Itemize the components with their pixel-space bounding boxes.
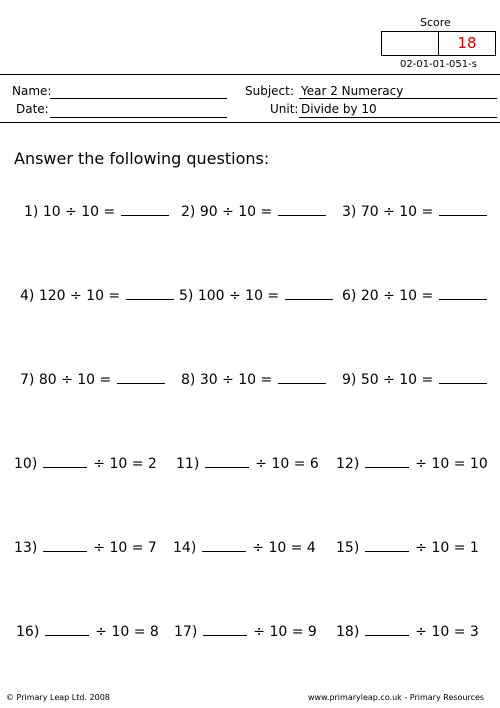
answer-blank[interactable] [126,286,174,300]
sheet-code: 02-01-01-051-s [400,59,477,70]
answer-blank[interactable] [117,370,165,384]
question-text: 1) 10 ÷ 10 = [24,204,116,220]
footer-copyright: © Primary Leap Ltd. 2008 [6,693,110,702]
question-text: ÷ 10 = 6 [255,456,319,472]
subject-label: Subject: [245,84,294,98]
answer-blank[interactable] [439,370,487,384]
question-number: 11) [176,456,200,472]
question-6 [342,286,487,304]
question-3 [342,202,487,220]
question-text: 8) 30 ÷ 10 = [181,372,273,388]
answer-blank[interactable] [205,454,249,468]
question-text: ÷ 10 = 4 [252,540,316,556]
answer-blank[interactable] [121,202,169,216]
question-number: 18) [336,624,360,640]
question-text: 7) 80 ÷ 10 = [20,372,112,388]
answer-blank[interactable] [439,286,487,300]
header-divider-top [0,74,500,75]
footer-website: www.primaryleap.co.uk - Primary Resources [308,693,485,702]
answer-blank[interactable] [365,454,409,468]
date-field[interactable] [50,117,227,118]
question-text: 2) 90 ÷ 10 = [181,204,273,220]
answer-blank[interactable] [365,538,409,552]
question-13 [14,538,157,556]
question-16 [16,622,159,640]
question-7 [20,370,165,388]
question-number: 10) [14,456,38,472]
answer-blank[interactable] [365,622,409,636]
question-text: ÷ 10 = 1 [415,540,479,556]
question-15 [336,538,479,556]
question-12 [336,454,488,472]
question-1 [24,202,169,220]
unit-underline [299,117,497,118]
answer-blank[interactable] [43,538,87,552]
answer-blank[interactable] [278,370,326,384]
question-text: 5) 100 ÷ 10 = [179,288,280,304]
question-number: 17) [174,624,198,640]
question-11 [176,454,319,472]
date-label: Date: [16,102,49,116]
answer-blank[interactable] [45,622,89,636]
question-text: ÷ 10 = 10 [415,456,488,472]
answer-blank[interactable] [202,538,246,552]
score-value: 18 [438,32,495,55]
answer-blank[interactable] [285,286,333,300]
question-number: 15) [336,540,360,556]
score-box [381,31,496,56]
question-text: 9) 50 ÷ 10 = [342,372,434,388]
question-text: ÷ 10 = 2 [93,456,157,472]
question-number: 13) [14,540,38,556]
subject-value: Year 2 Numeracy [301,84,404,98]
question-14 [173,538,316,556]
answer-blank[interactable] [278,202,326,216]
question-9 [342,370,487,388]
question-2 [181,202,326,220]
question-number: 14) [173,540,197,556]
unit-label: Unit: [270,102,299,116]
question-text: ÷ 10 = 7 [93,540,157,556]
question-text: ÷ 10 = 3 [415,624,479,640]
question-text: 4) 120 ÷ 10 = [20,288,121,304]
question-18 [336,622,479,640]
question-5 [179,286,333,304]
question-number: 12) [336,456,360,472]
question-text: 6) 20 ÷ 10 = [342,288,434,304]
question-10 [14,454,157,472]
name-field[interactable] [50,98,227,99]
score-blank-cell [382,32,438,55]
answer-blank[interactable] [439,202,487,216]
question-17 [174,622,317,640]
answer-blank[interactable] [203,622,247,636]
question-text: ÷ 10 = 8 [95,624,159,640]
score-label: Score [420,16,451,29]
unit-value: Divide by 10 [301,102,377,116]
answer-blank[interactable] [43,454,87,468]
name-label: Name: [12,84,52,98]
subject-underline [299,98,497,99]
question-number: 16) [16,624,40,640]
header-divider-bottom [0,122,500,123]
instructions: Answer the following questions: [14,149,270,168]
question-text: ÷ 10 = 9 [253,624,317,640]
question-8 [181,370,326,388]
question-text: 3) 70 ÷ 10 = [342,204,434,220]
question-4 [20,286,174,304]
